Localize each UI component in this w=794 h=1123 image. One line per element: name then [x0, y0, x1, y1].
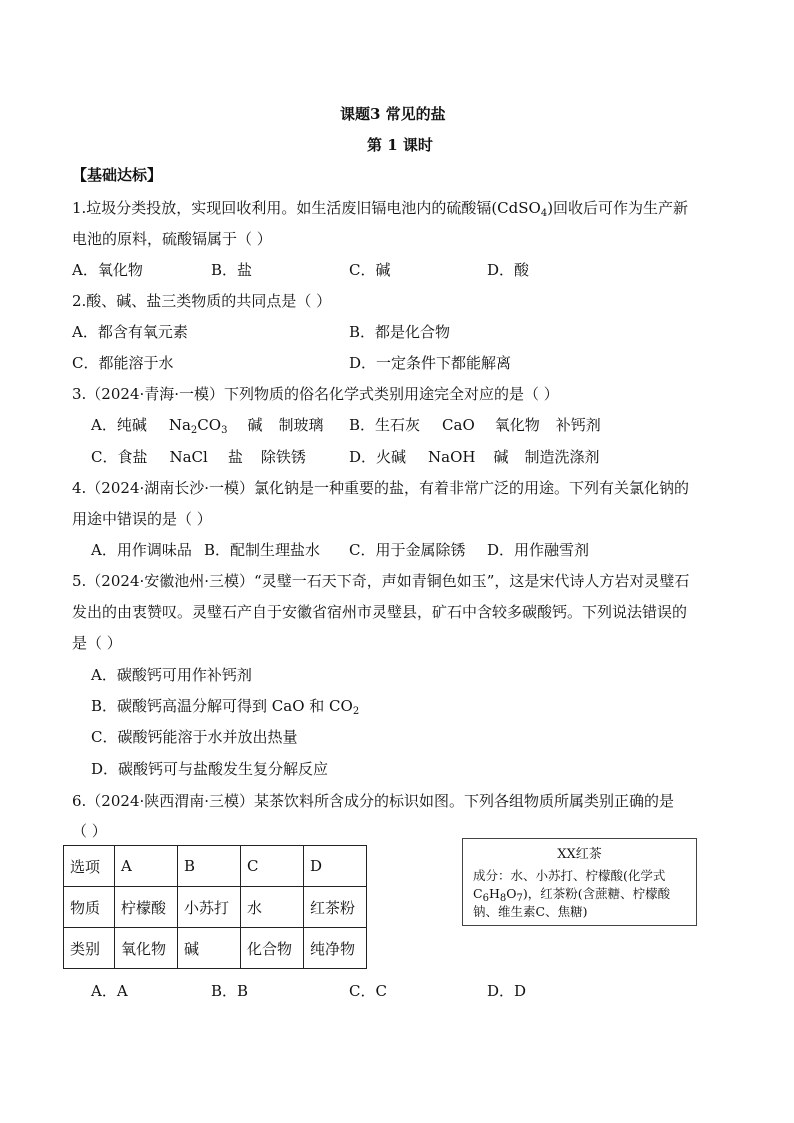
question-2-stem: 2.酸、碱、盐三类物质的共同点是（ ）: [72, 292, 332, 310]
page-title: 课题3 常见的盐: [340, 105, 446, 123]
product-label-box: [462, 838, 697, 926]
table-cell: D: [304, 846, 367, 887]
question-3-stem: 3.（2024·青海·一模）下列物质的俗名化学式类别用途完全对应的是（ ）: [72, 385, 559, 403]
page-subtitle: 第 1 课时: [367, 136, 433, 154]
table-cell: 化合物: [241, 928, 304, 969]
question-1-stem-cont: 电池的原料，硫酸镉属于（ ）: [72, 230, 272, 248]
table-cell: 柠檬酸: [115, 887, 178, 928]
q2-option-c[interactable]: C．都能溶于水: [72, 354, 174, 372]
table-cell: 类别: [64, 928, 115, 969]
question-5-stem-end: 是（ ）: [72, 634, 122, 652]
table-cell: 碱: [178, 928, 241, 969]
table-cell: 选项: [64, 846, 115, 887]
q5-option-a[interactable]: A．碳酸钙可用作补钙剂: [91, 666, 252, 684]
question-4-stem: 4.（2024·湖南长沙·一模）氯化钠是一种重要的盐，有着非常广泛的用途。下列有关氯化钠的: [72, 479, 690, 497]
section-heading: 【基础达标】: [72, 166, 163, 184]
q3-option-a[interactable]: A．纯碱 $Na_2CO_3$ 碱 制玻璃: [91, 416, 324, 436]
q5-option-c[interactable]: C．碳酸钙能溶于水并放出热量: [91, 728, 298, 746]
q3-option-c[interactable]: C．食盐 NaCl 盐 除铁锈: [91, 448, 306, 466]
q1-option-a[interactable]: A．氧化物: [72, 261, 143, 279]
table-cell: A: [115, 846, 178, 887]
q6-option-c[interactable]: C．C: [349, 982, 387, 1000]
table-cell: 纯净物: [304, 928, 367, 969]
q2-option-a[interactable]: A．都含有氧元素: [72, 323, 188, 341]
q2-option-b[interactable]: B．都是化合物: [349, 323, 451, 341]
table-cell: B: [178, 846, 241, 887]
q6-option-a[interactable]: A．A: [91, 982, 128, 1000]
question-6-stem: 6.（2024·陕西渭南·三模）某茶饮料所含成分的标识如图。下列各组物质所属类别正确的是: [72, 792, 675, 810]
q1-option-b[interactable]: B．盐: [211, 261, 253, 279]
q2-option-d[interactable]: D．一定条件下都能解离: [349, 354, 512, 372]
table-cell: 氧化物: [115, 928, 178, 969]
q1-option-c[interactable]: C．碱: [349, 261, 391, 279]
q3-option-b[interactable]: B．生石灰 CaO 氧化物 补钙剂: [349, 416, 601, 434]
q4-option-d[interactable]: D．用作融雪剂: [487, 541, 590, 559]
q3-option-d[interactable]: D．火碱 NaOH 碱 制造洗涤剂: [349, 448, 600, 466]
q1-option-d[interactable]: D．酸: [487, 261, 530, 279]
question-5-stem: 5.（2024·安徽池州·三模）“灵璧一石天下奇，声如青铜色如玉”，这是宋代诗人方岩对灵璧石: [72, 572, 690, 590]
table-cell: C: [241, 846, 304, 887]
q6-option-b[interactable]: B．B: [211, 982, 249, 1000]
q6-option-d[interactable]: D．D: [487, 982, 527, 1000]
q4-option-c[interactable]: C．用于金属除锈: [349, 541, 466, 559]
table-cell: 物质: [64, 887, 115, 928]
q4-option-a[interactable]: A．用作调味品: [91, 541, 192, 559]
table-row: [64, 846, 367, 887]
table-cell: 水: [241, 887, 304, 928]
table-cell: 小苏打: [178, 887, 241, 928]
question-1-stem: 1.垃圾分类投放，实现回收利用。如生活废旧镉电池内的硫酸镉(CdSO$_4$)回收后可作为生产新: [72, 199, 689, 219]
product-label-body: 成分：水、小苏打、柠檬酸(化学式 $C_6H_8O_7$)，红茶粉(含蔗糖、柠檬酸钠、维生素C、焦糖): [473, 868, 671, 919]
q5-option-b[interactable]: B．碳酸钙高温分解可得到 CaO 和 $CO_2$: [91, 697, 360, 717]
q4-option-b[interactable]: B．配制生理盐水: [204, 541, 321, 559]
product-label-title: XX红茶: [557, 847, 602, 862]
question-4-stem-cont: 用途中错误的是（ ）: [72, 510, 212, 528]
table-row: [64, 928, 367, 969]
table-row: [64, 887, 367, 928]
question-5-stem-cont: 发出的由衷赞叹。灵璧石产自于安徽省宿州市灵璧县，矿石中含较多碳酸钙。下列说法错误的: [72, 603, 688, 621]
question-6-stem-cont: （ ）: [72, 822, 107, 840]
q5-option-d[interactable]: D．碳酸钙可与盐酸发生复分解反应: [91, 760, 329, 778]
q6-options-table: [63, 845, 367, 969]
table-cell: 红茶粉: [304, 887, 367, 928]
